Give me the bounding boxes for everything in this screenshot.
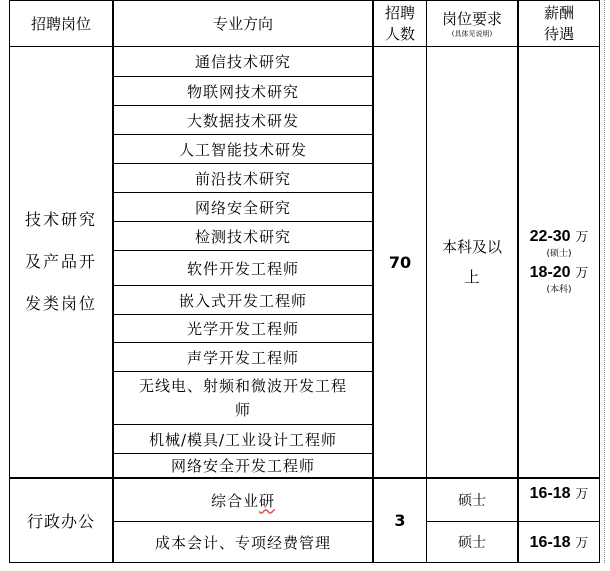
header-position: 招聘岗位: [30, 14, 91, 33]
salary-tech: 22-30 万 (硕士) 18-20 万 (本科): [529, 228, 589, 295]
requirement-admin-2: 硕士: [458, 535, 486, 551]
direction-item: 通信技术研究: [194, 53, 291, 71]
header-requirement: 岗位要求 (具体见说明): [441, 9, 502, 38]
salary-admin-1: 16-18 万: [529, 485, 589, 502]
margin-guide: [604, 0, 605, 563]
count-admin: 3: [394, 511, 406, 530]
salary-admin-2: 16-18 万: [529, 534, 589, 551]
count-tech: 70: [388, 252, 412, 272]
requirement-tech: 本科及以 上: [441, 238, 502, 286]
direction-item: 光学开发工程师: [186, 320, 299, 338]
direction-item: 网络安全研究: [194, 198, 291, 217]
direction-item: 成本会计、专项经费管理: [154, 533, 331, 552]
requirement-admin-1: 硕士: [458, 493, 486, 509]
direction-item: 机械/模具/工业设计工程师: [148, 430, 338, 449]
direction-item: 人工智能技术研发: [178, 140, 307, 159]
direction-item: 嵌入式开发工程师: [178, 291, 307, 310]
category-tech: 技术研究 及产品开 发类岗位: [24, 210, 97, 313]
header-direction: 专业方向: [212, 14, 273, 33]
direction-item: 检测技术研究: [194, 227, 291, 246]
direction-item: 综合业 研: [210, 491, 276, 510]
direction-item: 网络安全开发工程师: [170, 457, 315, 475]
border-right: [599, 0, 600, 563]
direction-item: 声学开发工程师: [186, 348, 299, 367]
category-admin: 行政办公: [26, 512, 95, 531]
direction-item: 大数据技术研发: [186, 111, 299, 130]
direction-item: 前沿技术研究: [194, 169, 291, 188]
direction-item: 物联网技术研究: [186, 82, 299, 101]
direction-item: 软件开发工程师: [186, 259, 299, 278]
header-count: 招聘 人数: [384, 3, 415, 43]
border-bottom: [9, 562, 599, 563]
header-salary: 薪酬 待遇: [543, 3, 574, 43]
direction-item: 无线电、射频和微波开发工程 师: [138, 377, 347, 419]
